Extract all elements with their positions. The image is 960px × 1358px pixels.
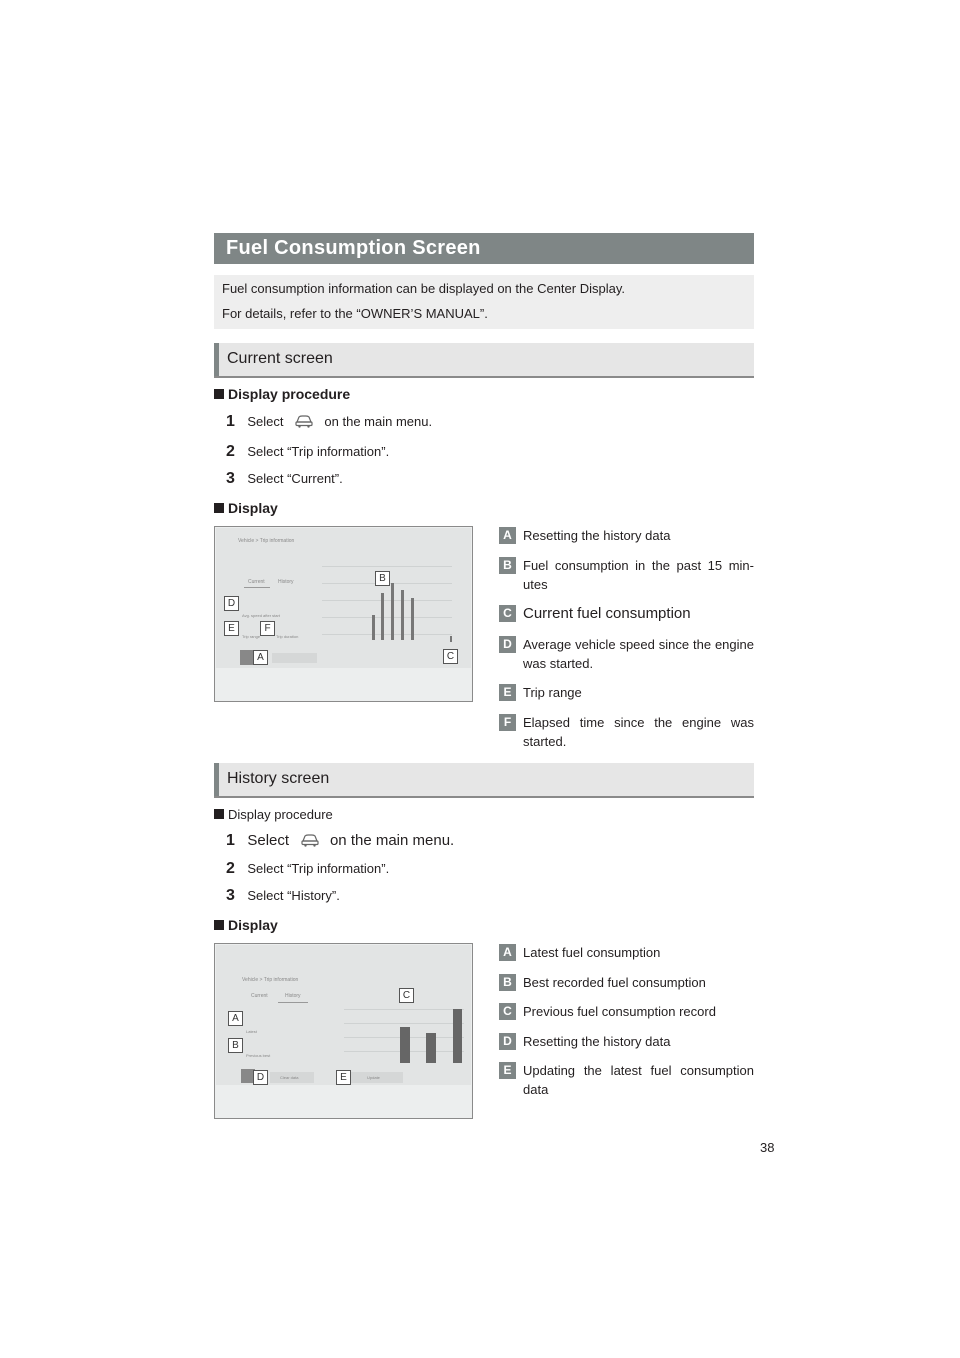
intro-box	[214, 275, 754, 329]
current-step-3: 3 Select “Current”.	[226, 470, 343, 487]
history-display-heading: Display	[214, 917, 278, 933]
item-badge: F	[499, 714, 516, 731]
screen-tab-history: History	[278, 579, 294, 585]
history-step-2: 2 Select “Trip information”.	[226, 860, 390, 877]
current-item-desc: Resetting the history data	[523, 528, 671, 543]
screen-trip-duration-label: Trip duration	[276, 634, 299, 639]
item-badge: E	[499, 684, 516, 701]
history-step-3: 3 Select “History”.	[226, 887, 340, 904]
history-item-desc: Best recorded fuel consumption	[523, 975, 706, 990]
page-number: 38	[760, 1140, 775, 1155]
car-icon	[300, 833, 320, 847]
chart-bar	[401, 590, 404, 640]
item-badge: A	[499, 527, 516, 544]
callout-label: F	[260, 621, 275, 636]
current-step-2: 2 Select “Trip information”.	[226, 443, 390, 460]
item-badge: C	[499, 605, 516, 622]
section-heading-history	[214, 763, 754, 798]
current-screen-illustration	[214, 526, 473, 702]
chart-bar	[450, 636, 452, 642]
item-badge: A	[499, 944, 516, 961]
chart-bar	[453, 1009, 462, 1063]
update-button: Update	[349, 1072, 403, 1083]
screen-previous-best-label: Previous best	[246, 1053, 271, 1058]
callout-label: A	[228, 1011, 243, 1026]
square-bullet-icon	[214, 389, 224, 399]
callout-label: C	[443, 649, 458, 664]
section-title-history: History screen	[227, 770, 330, 787]
item-badge: D	[499, 1033, 516, 1050]
square-bullet-icon	[214, 809, 224, 819]
screen-breadcrumb: Vehicle > Trip information	[238, 538, 295, 544]
chart-bar	[391, 583, 394, 640]
page-title: Fuel Consumption Screen	[226, 237, 481, 259]
clear-data-button: Clear data	[270, 1072, 314, 1083]
history-item-desc: Resetting the history data	[523, 1034, 671, 1049]
screen-tab-current: Current	[251, 993, 268, 999]
screen-tab-current: Current	[248, 579, 265, 585]
item-badge: D	[499, 636, 516, 653]
callout-label: D	[224, 596, 239, 611]
callout-label: C	[399, 988, 414, 1003]
current-procedure-heading: Display procedure	[214, 386, 350, 402]
intro-line-1: Fuel consumption information can be displayed on the Center Display.	[222, 281, 625, 296]
screen-latest-label: Latest	[246, 1029, 257, 1034]
current-item-desc: Current fuel consumption	[523, 605, 691, 622]
square-bullet-icon	[214, 503, 224, 513]
screen-avg-speed-label: Avg. speed after start	[242, 613, 280, 618]
history-item-desc: Previous fuel consumption record	[523, 1004, 716, 1019]
history-procedure-heading: Display procedure	[214, 807, 333, 822]
history-item-desc: Latest fuel consumption	[523, 945, 661, 960]
chart-bar	[400, 1027, 410, 1063]
intro-line-2: For details, refer to the “OWNER’S MANUAL”.	[222, 306, 488, 321]
screen-trip-range-label: Trip range	[242, 634, 261, 639]
chart-bar	[426, 1033, 436, 1063]
item-badge: B	[499, 557, 516, 574]
current-step-1: 1 Select on the main menu.	[226, 413, 433, 430]
history-screen-illustration	[214, 943, 473, 1119]
section-title-current: Current screen	[227, 350, 333, 367]
current-item-desc: Fuel consumption in the past 15 min-utes	[523, 558, 754, 592]
square-bullet-icon	[214, 920, 224, 930]
screen-tab-history: History	[285, 993, 301, 999]
current-item-desc: Elapsed time since the engine was started.	[523, 715, 754, 749]
item-badge: B	[499, 974, 516, 991]
page-title-bar	[214, 233, 754, 264]
callout-label: E	[336, 1070, 351, 1085]
item-badge: C	[499, 1003, 516, 1020]
callout-label: A	[253, 650, 268, 665]
chart-bar	[411, 598, 414, 640]
chart-bar	[372, 615, 375, 640]
current-display-heading: Display	[214, 500, 278, 516]
history-item-desc: Updating the latest fuel consumption data	[523, 1063, 754, 1097]
current-item-desc: Average vehicle speed since the engine was started.	[523, 637, 754, 671]
section-heading-current	[214, 343, 754, 378]
chart-bar	[381, 593, 384, 640]
callout-label: B	[375, 571, 390, 586]
car-icon	[294, 414, 314, 428]
current-item-desc: Trip range	[523, 685, 582, 700]
item-badge: E	[499, 1062, 516, 1079]
callout-label: B	[228, 1038, 243, 1053]
callout-label: D	[253, 1070, 268, 1085]
history-step-1: 1 Select on the main menu.	[226, 832, 455, 849]
callout-label: E	[224, 621, 239, 636]
screen-breadcrumb: Vehicle > Trip information	[242, 977, 299, 983]
